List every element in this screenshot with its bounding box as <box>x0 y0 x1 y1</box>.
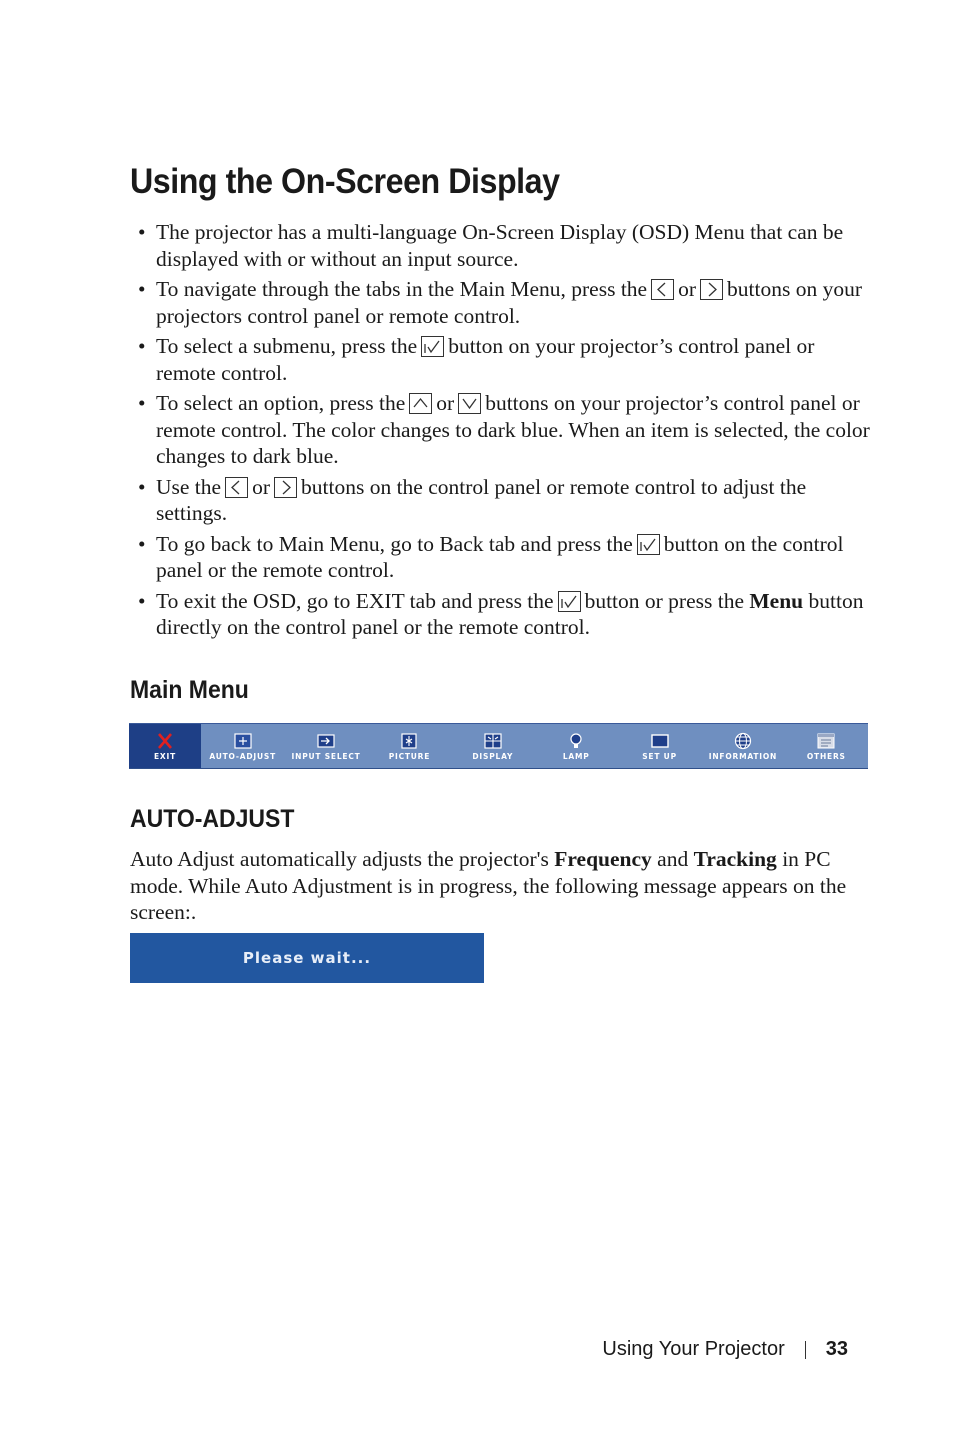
list-item: • To select a submenu, press the button on your projector’s control panel or remote control. <box>138 334 815 385</box>
tab-exit[interactable] <box>129 724 201 768</box>
tab-label: INPUT SELECT <box>291 751 361 761</box>
auto-adjust-icon <box>233 732 253 750</box>
down-arrow-icon <box>458 393 481 414</box>
auto-adjust-description: Auto Adjust automatically adjusts the projector's Frequency and Tracking in PC mode. While Auto Adjustment is in progress, the following message appears on the screen:. <box>130 847 847 924</box>
tab-label: DISPLAY <box>472 751 514 761</box>
enter-check-icon <box>558 591 581 612</box>
list-item: • Use the or buttons on the control panel or remote control to adjust the settings. <box>138 474 807 525</box>
tab-label: EXIT <box>153 751 176 761</box>
page-number: 33 <box>825 1338 848 1360</box>
tab-input-select[interactable] <box>284 724 367 768</box>
tab-label: INFORMATION <box>708 751 778 761</box>
right-arrow-icon <box>700 279 723 300</box>
list-item: • To select an option, press the or buttons on your projector’s control panel or remote control. The color changes to dark blue. When an item is selected, the color changes to dark blue. <box>138 391 870 468</box>
tab-label: PICTURE <box>388 751 431 761</box>
up-arrow-icon <box>409 393 432 414</box>
list-item: • To navigate through the tabs in the Main Menu, press the or buttons on your projectors control panel or remote control. <box>138 277 863 328</box>
please-wait-message <box>130 933 484 983</box>
setup-icon <box>650 732 670 750</box>
tab-others[interactable] <box>785 724 868 768</box>
osd-main-menu <box>129 723 868 769</box>
input-select-icon <box>316 732 336 750</box>
page-footer <box>602 1338 848 1361</box>
tab-picture[interactable] <box>368 724 451 768</box>
tab-label: AUTO-ADJUST <box>209 751 276 761</box>
footer-divider <box>805 1341 806 1359</box>
wait-text: Please wait... <box>242 949 372 967</box>
tab-information[interactable] <box>701 724 784 768</box>
list-item: • To exit the OSD, go to EXIT tab and press the button or press the Menu button directly on the control panel or the remote control. <box>138 588 864 639</box>
tab-label: SET UP <box>642 751 677 761</box>
enter-check-icon <box>637 534 660 555</box>
tab-display[interactable] <box>451 724 534 768</box>
list-item: • The projector has a multi-language On-Screen Display (OSD) Menu that can be displayed with or without an input source. <box>138 220 844 271</box>
right-arrow-icon <box>274 477 297 498</box>
left-arrow-icon <box>651 279 674 300</box>
page-title: Using the On-Screen Display <box>130 162 560 201</box>
tab-label: LAMP <box>562 751 590 761</box>
others-icon <box>816 732 836 750</box>
lamp-icon <box>566 732 586 750</box>
left-arrow-icon <box>225 477 248 498</box>
globe-icon <box>733 732 753 750</box>
instruction-list <box>130 219 870 645</box>
tab-set-up[interactable] <box>618 724 701 768</box>
display-icon <box>483 732 503 750</box>
tab-auto-adjust[interactable] <box>201 724 284 768</box>
enter-check-icon <box>421 336 444 357</box>
tab-lamp[interactable] <box>535 724 618 768</box>
exit-x-icon <box>155 732 175 750</box>
auto-adjust-heading: AUTO-ADJUST <box>130 805 295 833</box>
tab-label: OTHERS <box>806 751 846 761</box>
list-item: • To go back to Main Menu, go to Back tab and press the button on the control panel or the remote control. <box>138 531 844 582</box>
main-menu-heading: Main Menu <box>130 676 249 704</box>
picture-icon <box>399 732 419 750</box>
footer-section: Using Your Projector <box>602 1338 785 1360</box>
